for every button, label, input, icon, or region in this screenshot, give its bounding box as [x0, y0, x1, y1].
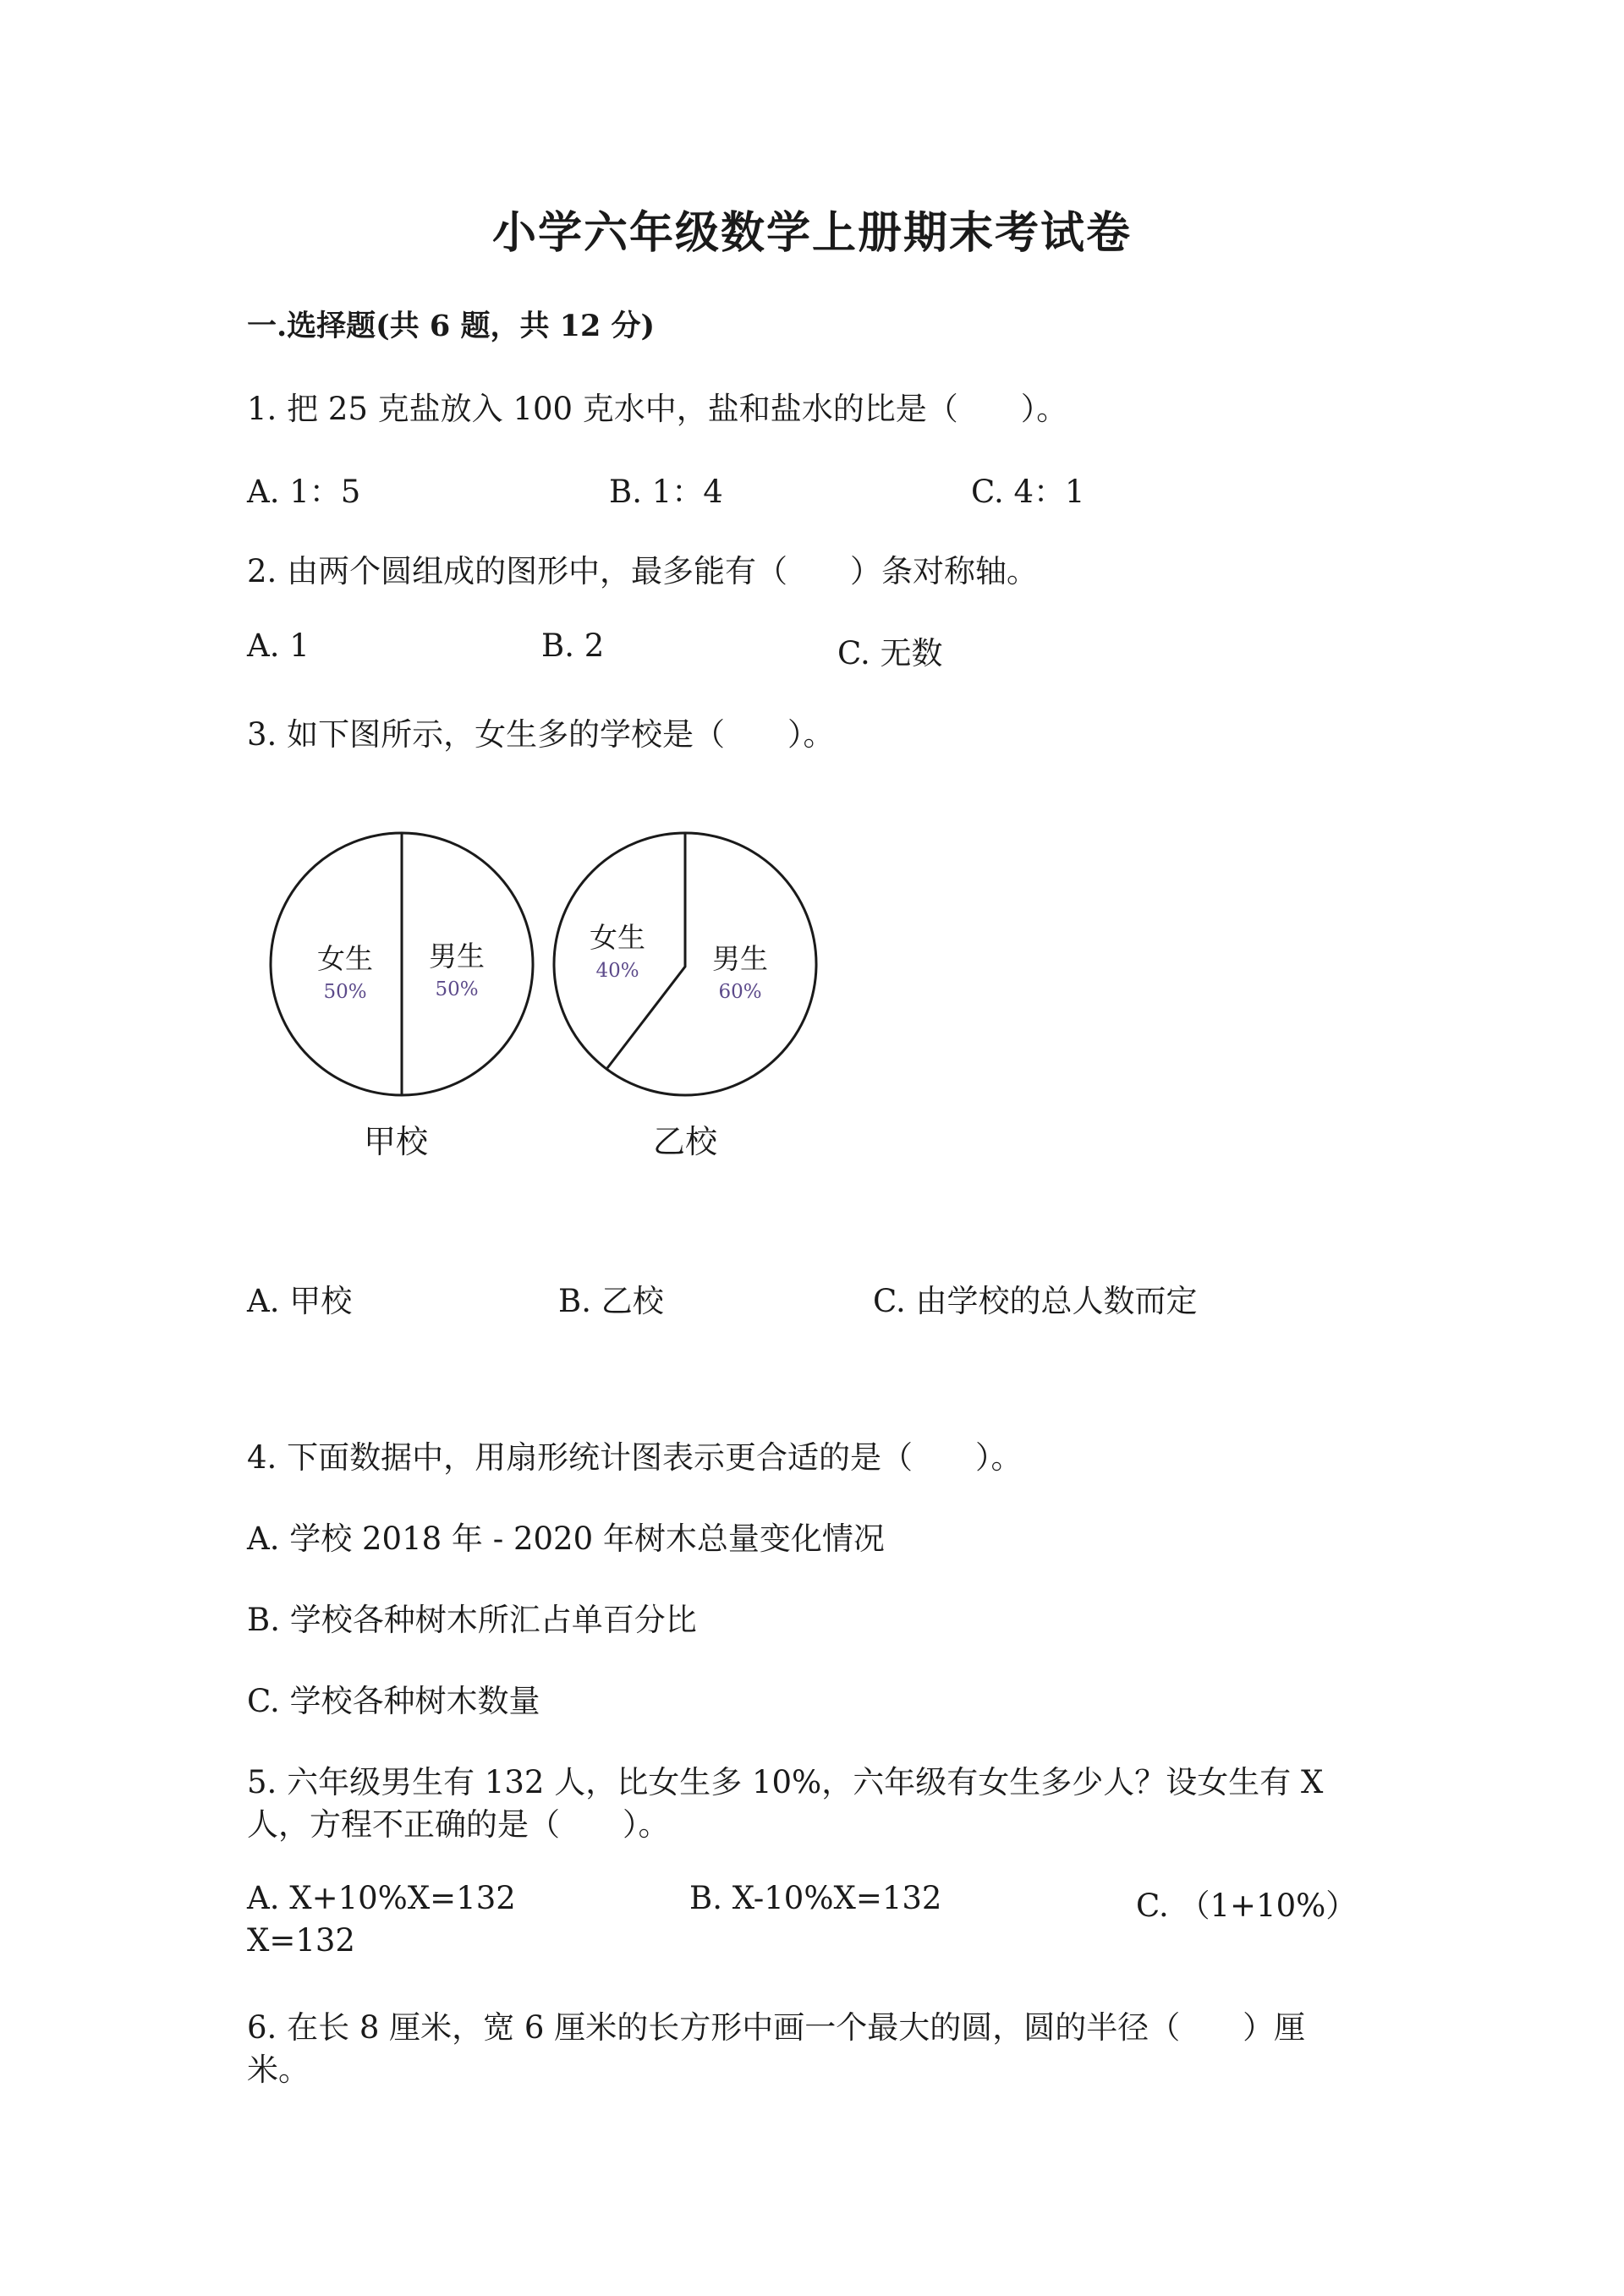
- question-6-stem-line2: 米。: [247, 2052, 310, 2088]
- question-5-option-c-continued: X=132: [247, 1922, 355, 1959]
- question-3-stem: 3. 如下图所示，女生多的学校是（ ）。: [247, 716, 835, 753]
- question-1-stem: 1. 把 25 克盐放入 100 克水中，盐和盐水的比是（ ）。: [247, 391, 1068, 427]
- question-4-stem: 4. 下面数据中，用扇形统计图表示更合适的是（ ）。: [247, 1439, 1023, 1476]
- pie-jia: [271, 833, 533, 1160]
- page-title: 小学六年级数学上册期末考试卷: [491, 207, 1132, 259]
- question-2-stem: 2. 由两个圆组成的图形中，最多能有（ ）条对称轴。: [247, 553, 1039, 589]
- pie-jia-girls-label: 女生: [317, 942, 373, 975]
- question-6-stem-line1: 6. 在长 8 厘米，宽 6 厘米的长方形中画一个最大的圆，圆的半径（ ）厘: [247, 2009, 1306, 2046]
- pie-yi-boys-label: 男生: [712, 942, 768, 975]
- question-4-option-a: A. 学校 2018 年 - 2020 年树木总量变化情况: [247, 1521, 885, 1557]
- pie-yi-girls-percent: 40%: [595, 960, 639, 982]
- pie-yi: [554, 833, 816, 1160]
- pie-yi-name: 乙校: [652, 1123, 718, 1160]
- question-1-option-b: B. 1：4: [609, 474, 723, 510]
- pie-jia-name: 甲校: [363, 1123, 429, 1160]
- pie-jia-boys-label: 男生: [429, 940, 485, 973]
- pie-yi-girls-label: 女生: [590, 921, 645, 954]
- section-heading: 一.选择题(共 6 题，共 12 分): [247, 309, 656, 343]
- question-1-option-c: C. 4：1: [971, 474, 1085, 510]
- question-5-option-c: C. （1+10%）: [1136, 1888, 1358, 1924]
- question-2-option-b: B. 2: [541, 627, 605, 664]
- question-1-option-a: A. 1：5: [247, 474, 361, 510]
- question-5-stem-line2: 人，方程不正确的是（ ）。: [247, 1806, 670, 1843]
- question-3-option-a: A. 甲校: [247, 1283, 353, 1319]
- pie-jia-boys-percent: 50%: [435, 978, 479, 1000]
- question-2-option-a: A. 1: [247, 627, 310, 664]
- school-pie-diagram: [254, 816, 846, 1188]
- question-5-option-a: A. X+10%X=132: [247, 1880, 516, 1916]
- pie-yi-boys-percent: 60%: [718, 981, 762, 1003]
- question-2-option-c: C. 无数: [837, 635, 943, 671]
- pie-jia-girls-percent: 50%: [323, 981, 367, 1003]
- question-3-option-b: B. 乙校: [558, 1283, 664, 1319]
- question-4-option-b: B. 学校各种树木所汇占单百分比: [247, 1602, 697, 1638]
- question-3-option-c: C. 由学校的总人数而定: [873, 1283, 1198, 1319]
- question-5-stem-line1: 5. 六年级男生有 132 人，比女生多 10%，六年级有女生多少人？设女生有 X: [247, 1764, 1324, 1800]
- question-4-option-c: C. 学校各种树木数量: [247, 1683, 540, 1719]
- question-5-option-b: B. X-10%X=132: [689, 1880, 942, 1916]
